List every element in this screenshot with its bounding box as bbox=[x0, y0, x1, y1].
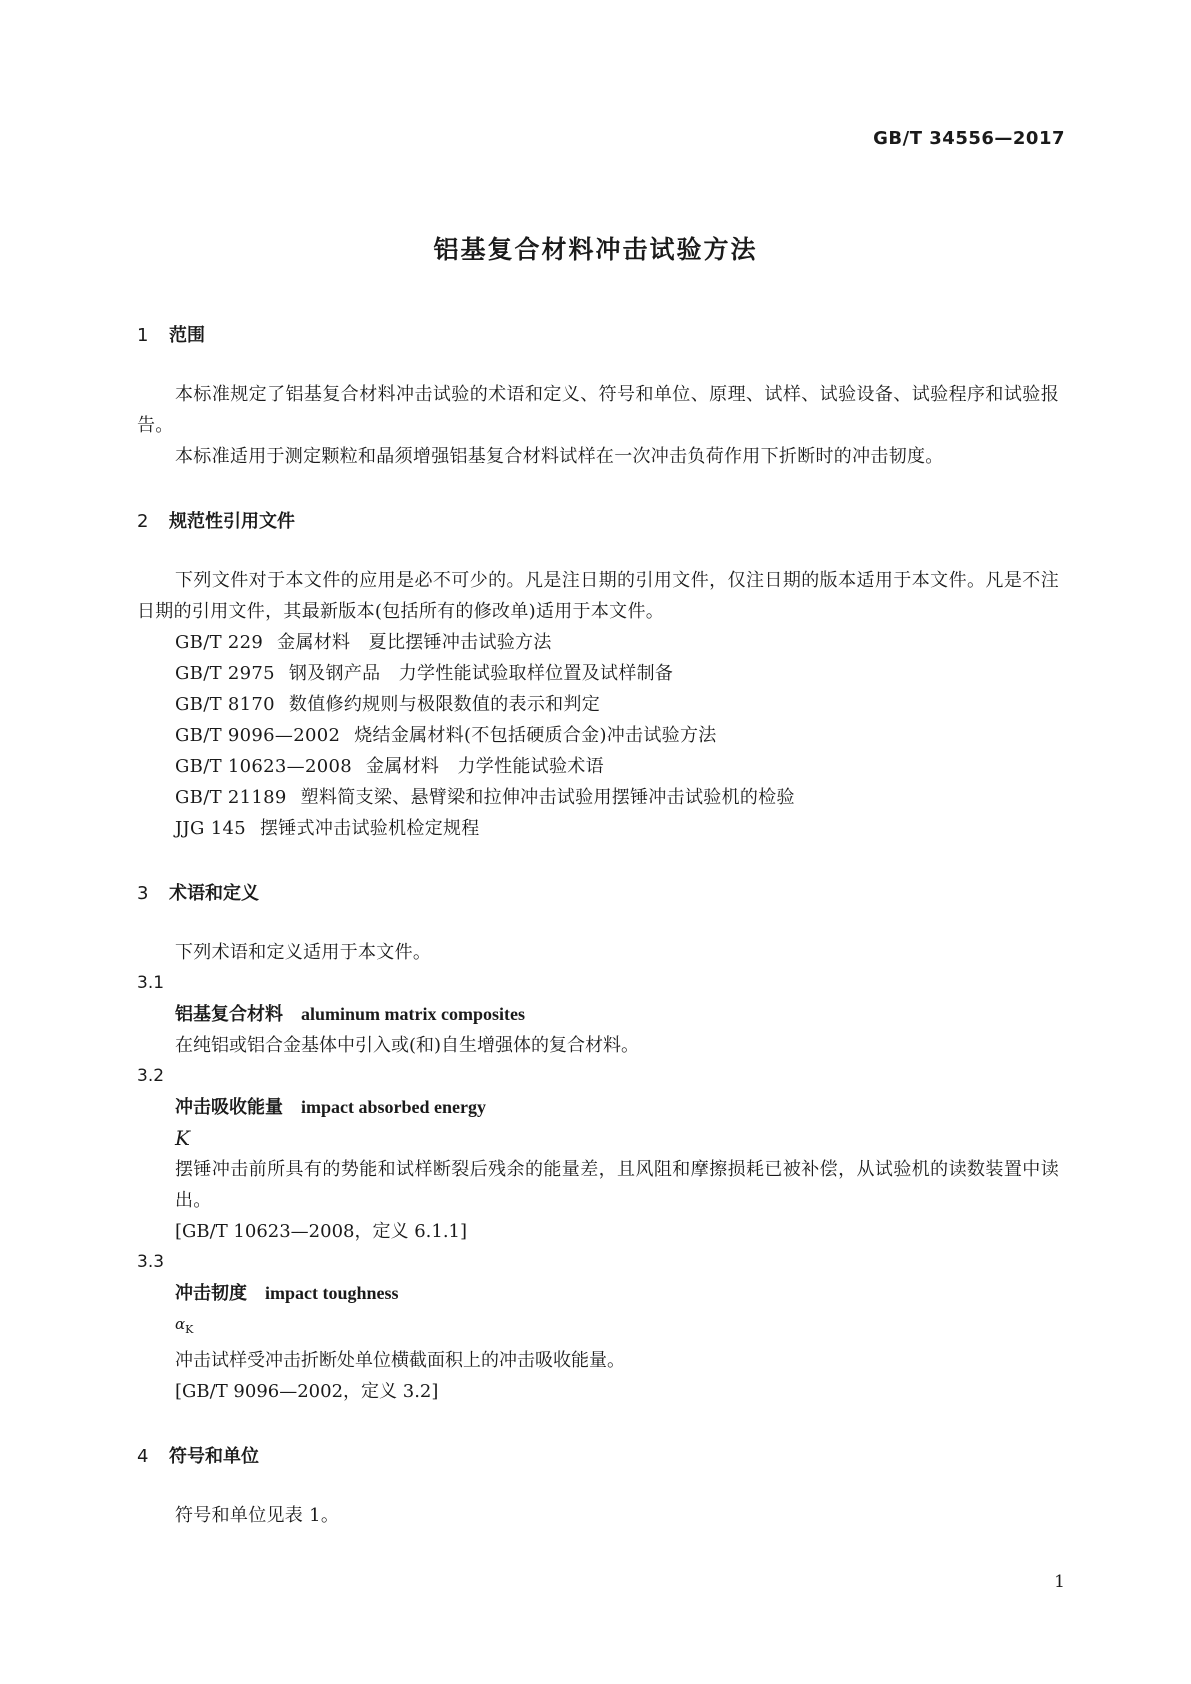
term-source: [GB/T 10623—2008，定义 6.1.1] bbox=[175, 1221, 468, 1242]
term-en: impact absorbed energy bbox=[301, 1097, 486, 1117]
terms-intro: 下列术语和定义适用于本文件。 bbox=[175, 942, 432, 963]
reference-item bbox=[137, 751, 1059, 782]
term-number: 3.2 bbox=[137, 1066, 165, 1086]
reference-code: GB/T 8170 bbox=[175, 694, 275, 715]
term-en: aluminum matrix composites bbox=[301, 1004, 525, 1024]
section-number: 4 bbox=[137, 1446, 149, 1467]
section-number: 1 bbox=[137, 325, 149, 346]
section-title: 符号和单位 bbox=[169, 1446, 259, 1467]
reference-code: GB/T 10623—2008 bbox=[175, 756, 352, 777]
scope-paragraph-2: 本标准适用于测定颗粒和晶须增强铝基复合材料试样在一次冲击负荷作用下折断时的冲击韧度。 bbox=[175, 446, 944, 467]
reference-title: 数值修约规则与极限数值的表示和判定 bbox=[288, 694, 601, 715]
symbol-subscript: K bbox=[185, 1323, 194, 1336]
term-heading bbox=[137, 999, 1059, 1030]
term-zh: 铝基复合材料 bbox=[175, 1004, 283, 1025]
reference-title: 金属材料 夏比摆锤冲击试验方法 bbox=[277, 632, 552, 653]
term-source: [GB/T 9096—2002，定义 3.2] bbox=[175, 1381, 439, 1402]
reference-item bbox=[137, 658, 1059, 689]
term-definition: 冲击试样受冲击折断处单位横截面积上的冲击吸收能量。 bbox=[175, 1350, 625, 1371]
reference-title: 钢及钢产品 力学性能试验取样位置及试样制备 bbox=[288, 663, 674, 684]
reference-title: 塑料简支梁、悬臂梁和拉伸冲击试验用摆锤冲击试验机的检验 bbox=[300, 787, 795, 808]
reference-title: 金属材料 力学性能试验术语 bbox=[365, 756, 604, 777]
symbol-main: α bbox=[175, 1315, 186, 1333]
reference-code: JJG 145 bbox=[175, 818, 246, 839]
page-number: 1 bbox=[1054, 1572, 1065, 1592]
section-title: 范围 bbox=[169, 325, 205, 346]
term-heading bbox=[137, 1092, 1059, 1123]
term-symbol: K bbox=[175, 1126, 190, 1150]
references-intro: 下列文件对于本文件的应用是必不可少的。凡是注日期的引用文件，仅注日期的版本适用于本文件。凡是不注日期的引用文件，其最新版本(包括所有的修改单)适用于本文件。 bbox=[137, 570, 1059, 622]
reference-item bbox=[137, 813, 1059, 844]
reference-item bbox=[137, 720, 1059, 751]
reference-code: GB/T 21189 bbox=[175, 787, 287, 808]
term-definition: 摆锤冲击前所具有的势能和试样断裂后残余的能量差，且风阻和摩擦损耗已被补偿，从试验机的读数装置中读出。 bbox=[175, 1159, 1059, 1211]
section-number: 2 bbox=[137, 511, 149, 532]
term-definition: 在纯铝或铝合金基体中引入或(和)自生增强体的复合材料。 bbox=[175, 1035, 640, 1056]
reference-item bbox=[137, 689, 1059, 720]
symbols-paragraph: 符号和单位见表 1。 bbox=[175, 1505, 340, 1526]
term-symbol bbox=[137, 1309, 1059, 1345]
document-title: 铝基复合材料冲击试验方法 bbox=[433, 235, 758, 264]
scope-paragraph-1: 本标准规定了铝基复合材料冲击试验的术语和定义、符号和单位、原理、试样、试验设备、试验程序和试验报告。 bbox=[137, 384, 1059, 436]
section-1-heading bbox=[137, 320, 1059, 351]
term-en: impact toughness bbox=[265, 1283, 399, 1303]
term-zh: 冲击吸收能量 bbox=[175, 1097, 283, 1118]
reference-item bbox=[137, 782, 1059, 813]
section-title: 术语和定义 bbox=[169, 883, 259, 904]
section-4-heading bbox=[137, 1441, 1059, 1472]
section-title: 规范性引用文件 bbox=[169, 511, 295, 532]
reference-item bbox=[137, 627, 1059, 658]
document-body bbox=[137, 320, 1059, 1531]
reference-code: GB/T 9096—2002 bbox=[175, 725, 341, 746]
reference-title: 摆锤式冲击试验机检定规程 bbox=[260, 818, 480, 839]
reference-title: 烧结金属材料(不包括硬质合金)冲击试验方法 bbox=[354, 725, 717, 746]
reference-code: GB/T 2975 bbox=[175, 663, 275, 684]
term-number: 3.3 bbox=[137, 1252, 165, 1272]
term-heading bbox=[137, 1278, 1059, 1309]
standard-number: GB/T 34556—2017 bbox=[873, 128, 1065, 149]
section-number: 3 bbox=[137, 883, 149, 904]
section-3-heading bbox=[137, 878, 1059, 909]
term-zh: 冲击韧度 bbox=[175, 1283, 247, 1304]
section-2-heading bbox=[137, 506, 1059, 537]
reference-code: GB/T 229 bbox=[175, 632, 264, 653]
term-number: 3.1 bbox=[137, 973, 165, 993]
